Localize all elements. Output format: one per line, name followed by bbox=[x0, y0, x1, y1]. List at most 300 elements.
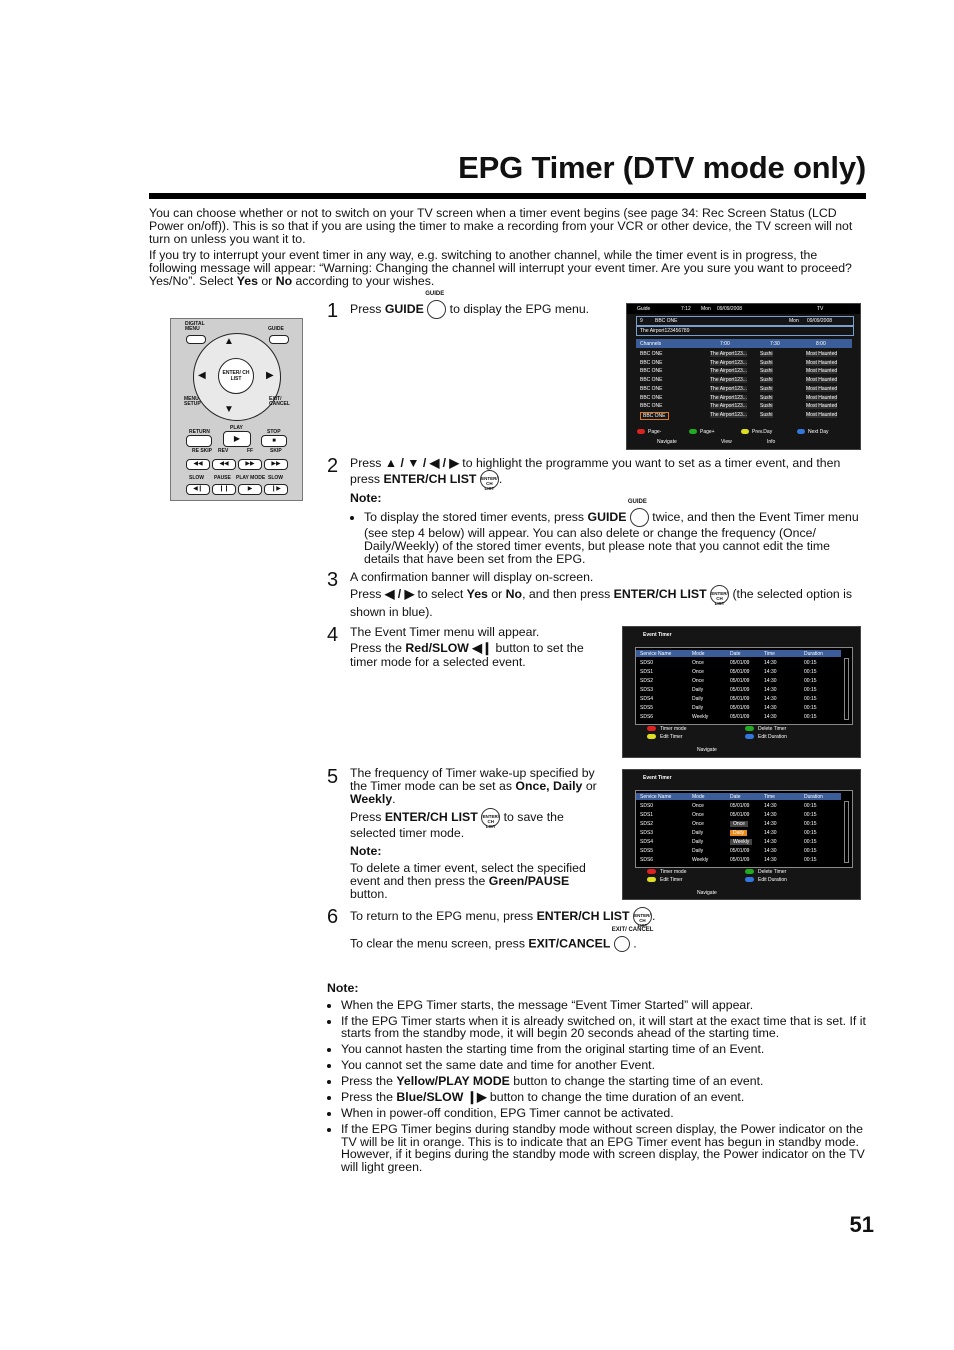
guide-button-icon bbox=[425, 291, 446, 319]
note-text: button to change the starting time of an event. bbox=[509, 1074, 764, 1088]
title-rule bbox=[149, 193, 866, 199]
yellow-button-icon bbox=[741, 429, 749, 434]
epg-channel-date: 09/09/2008 bbox=[807, 318, 833, 324]
red-button-icon bbox=[647, 869, 656, 874]
note-item bbox=[341, 1091, 867, 1104]
scrollbar bbox=[844, 801, 849, 863]
epg-cell: Most Haunted bbox=[806, 385, 838, 392]
timer-cell: 00:15 bbox=[804, 660, 817, 666]
timer-cell: SDS4 bbox=[640, 696, 654, 702]
step-1-number: 1 bbox=[327, 300, 339, 322]
note-item: • When in power-off condition, EPG Timer cannot be activated. bbox=[341, 1107, 867, 1120]
epg-top-time: 7:12 bbox=[681, 306, 691, 312]
epg-cell: Sushi bbox=[760, 351, 773, 357]
step-1-text bbox=[350, 291, 615, 319]
timer-cell: 14:30 bbox=[764, 678, 777, 684]
epg-head-700: 7:00 bbox=[720, 341, 730, 347]
blue-button-icon bbox=[797, 429, 805, 434]
timer-cell: 05/01/09 bbox=[730, 848, 750, 854]
timer-legend-label: Edit Duration bbox=[758, 734, 787, 740]
timer-cell: 14:30 bbox=[764, 660, 777, 666]
event-timer-screenshot-1 bbox=[622, 626, 861, 758]
yes-label: Yes bbox=[466, 586, 488, 601]
step-text: Press bbox=[350, 586, 385, 601]
timer-legend-label: Edit Timer bbox=[660, 877, 683, 883]
step-4-number: 4 bbox=[327, 624, 339, 646]
epg-legend-prev-day: Prev.Day bbox=[752, 429, 773, 435]
step-2-note bbox=[350, 499, 862, 566]
timer-legend-label: Edit Timer bbox=[660, 734, 683, 740]
epg-top-date: 09/09/2008 bbox=[717, 306, 743, 312]
timer-cell: Daily bbox=[692, 830, 704, 836]
timer-cell: 00:15 bbox=[804, 669, 817, 675]
step-text: Press bbox=[350, 456, 385, 470]
timer-row bbox=[636, 687, 841, 694]
note-text: To delete a timer event, select the specified event and then press the bbox=[350, 861, 586, 888]
timer-cell: 05/01/09 bbox=[730, 705, 750, 711]
epg-channel-name: BBC ONE bbox=[655, 318, 678, 324]
epg-nav-info: Info bbox=[767, 439, 776, 445]
epg-legend-next-day: Next Day bbox=[808, 429, 829, 435]
timer-cell: Daily bbox=[692, 687, 704, 693]
enter-icon-label: ENTER/ CH LIST bbox=[481, 476, 498, 491]
epg-head-730: 7:30 bbox=[770, 341, 780, 347]
timer-cell: SDS1 bbox=[640, 669, 654, 675]
return-label: RETURN bbox=[189, 429, 210, 435]
step-text: . bbox=[498, 471, 503, 486]
timer-cell: 05/01/09 bbox=[730, 803, 750, 809]
epg-cell: Most Haunted bbox=[806, 368, 838, 375]
note-item: • You cannot hasten the starting time from the original starting time of an Event. bbox=[341, 1043, 867, 1056]
play-icon: ▶ bbox=[223, 431, 251, 447]
epg-cell: Most Haunted bbox=[806, 394, 838, 401]
timer-row bbox=[636, 821, 841, 828]
timer-head-cell: Mode bbox=[692, 794, 705, 800]
timer-head-cell: Duration bbox=[804, 651, 823, 657]
timer-cell: 00:15 bbox=[804, 830, 817, 836]
re-skip-icon: ◀◀ bbox=[186, 459, 210, 470]
epg-cell: Most Haunted bbox=[806, 403, 838, 410]
timer-header bbox=[636, 650, 841, 657]
epg-cell: Sushi bbox=[760, 403, 773, 410]
epg-cell: BBC ONE bbox=[640, 412, 669, 420]
red-button-icon bbox=[637, 429, 645, 434]
epg-cell: BBC ONE bbox=[640, 368, 663, 375]
timer-cell: 05/01/09 bbox=[730, 660, 750, 666]
guide-button-icon bbox=[627, 499, 649, 527]
step-3-number: 3 bbox=[327, 569, 339, 591]
epg-grid-header bbox=[636, 339, 852, 348]
green-button-icon bbox=[745, 726, 754, 731]
exit-button-icon bbox=[611, 927, 654, 952]
timer-head-cell: Service Name bbox=[640, 794, 672, 800]
timer-cell: Once bbox=[692, 669, 704, 675]
note-item: • If the EPG Timer begins during standby mode without screen display, the Power indicator on the TV will be lit in orange. This is to indicate that an EPG Timer event has begun in standby mode. However, if it begins during the standby mode with screen display, the Power indicator on the TV will light green. bbox=[341, 1123, 867, 1173]
epg-channel-bar bbox=[636, 316, 854, 326]
timer-cell: SDS3 bbox=[640, 830, 654, 836]
timer-header bbox=[636, 793, 841, 800]
timer-cell: 00:15 bbox=[804, 696, 817, 702]
timer-cell: SDS0 bbox=[640, 803, 654, 809]
timer-cell: 00:15 bbox=[804, 848, 817, 854]
intro-text: according to your wishes. bbox=[292, 274, 435, 288]
epg-top-day: Mon bbox=[701, 306, 711, 312]
step-text: The frequency of Timer wake-up specified by the Timer mode can be set as bbox=[350, 766, 595, 793]
epg-grid-row bbox=[636, 412, 852, 419]
epg-nav-view: View bbox=[721, 439, 732, 445]
timer-cell: 14:30 bbox=[764, 714, 777, 720]
timer-cell: 00:15 bbox=[804, 857, 817, 863]
guide-label: GUIDE bbox=[268, 326, 284, 332]
timer-row bbox=[636, 696, 841, 703]
step-text: The Event Timer menu will appear. bbox=[350, 625, 540, 639]
step-text: . bbox=[629, 936, 637, 951]
red-button-icon bbox=[647, 726, 656, 731]
timer-cell: Once bbox=[692, 660, 704, 666]
timer-panel bbox=[635, 790, 853, 868]
timer-cell: SDS6 bbox=[640, 714, 654, 720]
timer-row bbox=[636, 857, 841, 864]
timer-cell: 00:15 bbox=[804, 714, 817, 720]
timer-cell: Daily bbox=[692, 696, 704, 702]
timer-row bbox=[636, 714, 841, 721]
epg-cell: Sushi bbox=[760, 394, 773, 401]
step-5-number: 5 bbox=[327, 766, 339, 788]
step-text: To clear the menu screen, press bbox=[350, 936, 529, 951]
timer-head-cell: Time bbox=[764, 651, 775, 657]
epg-cell: The Airport123... bbox=[710, 368, 747, 375]
timer-legend-label: Delete Timer bbox=[758, 869, 787, 875]
blue-button-icon bbox=[745, 877, 754, 882]
timer-cell: 05/01/09 bbox=[730, 812, 750, 818]
note-text: Press the bbox=[341, 1090, 397, 1104]
skip-icon: ▶▶ bbox=[264, 459, 288, 470]
timer-nav: Navigate bbox=[697, 890, 717, 896]
epg-cell: The Airport123... bbox=[710, 403, 747, 410]
epg-nav-navigate: Navigate bbox=[657, 439, 677, 445]
step-text: Press the bbox=[350, 641, 406, 655]
enter-icon-label: ENTER/ CH LIST bbox=[482, 814, 499, 829]
epg-cell: Most Haunted bbox=[806, 351, 838, 357]
epg-cell: Most Haunted bbox=[806, 411, 838, 418]
enter-keyword: ENTER/CH LIST bbox=[384, 809, 478, 824]
epg-grid-row bbox=[636, 403, 852, 410]
timer-cell: 00:15 bbox=[804, 803, 817, 809]
scrollbar bbox=[844, 658, 849, 720]
note-item: • When the EPG Timer starts, the message “Event Timer Started” will appear. bbox=[341, 999, 867, 1012]
timer-legend bbox=[647, 869, 847, 885]
timer-title: Event Timer bbox=[643, 775, 672, 781]
slow-forward-icon: ❙▶ bbox=[264, 484, 288, 495]
intro-paragraph-2 bbox=[149, 249, 866, 288]
note-text: button to change the time duration of an event. bbox=[486, 1090, 745, 1104]
no-label: No bbox=[505, 586, 523, 601]
timer-row bbox=[636, 669, 841, 676]
enter-button-icon bbox=[481, 808, 500, 827]
step-text: or bbox=[487, 586, 506, 601]
no-label: No bbox=[275, 274, 293, 288]
epg-guide-screenshot bbox=[626, 303, 861, 450]
timer-cell: 14:30 bbox=[764, 848, 777, 854]
green-button-icon bbox=[689, 429, 697, 434]
notes-label: Note: bbox=[327, 981, 359, 995]
epg-top-guide: Guide bbox=[637, 306, 651, 312]
enter-key: ENTER/ CH LIST bbox=[218, 358, 254, 394]
page-number: 51 bbox=[849, 1212, 874, 1237]
blue-slow-keyword: Blue/SLOW ❙▶ bbox=[396, 1090, 487, 1104]
timer-row bbox=[636, 803, 841, 810]
pause-label: PAUSE bbox=[214, 475, 231, 481]
re-skip-label: RE SKIP bbox=[192, 448, 213, 454]
timer-cell: SDS2 bbox=[640, 678, 654, 684]
step-text: button to set the timer mode for a selected event. bbox=[350, 641, 584, 669]
step-text: , and then press bbox=[522, 586, 614, 601]
slow-label: SLOW bbox=[189, 475, 204, 481]
timer-cell: 14:30 bbox=[764, 830, 777, 836]
note-item: • If the EPG Timer starts when it is already switched on, it will start at the exact time that is set. If it starts from the standby mode, it will begin 20 seconds ahead of the starting time. bbox=[341, 1015, 867, 1040]
step-text: (the selected option is shown in blue). bbox=[350, 586, 853, 619]
timer-cell: 05/01/09 bbox=[730, 669, 750, 675]
epg-grid-row bbox=[636, 351, 852, 358]
exit-cancel-label: EXIT/ CANCEL bbox=[269, 396, 290, 407]
event-timer-screenshot-2 bbox=[622, 769, 861, 900]
timer-cell: 00:15 bbox=[804, 687, 817, 693]
timer-row bbox=[636, 705, 841, 712]
timer-head-cell: Time bbox=[764, 794, 775, 800]
play-mode-icon: ▶ bbox=[238, 484, 262, 495]
step-text: Press bbox=[350, 809, 385, 824]
enter-button-icon bbox=[710, 585, 729, 604]
epg-legend-page-plus: Page+ bbox=[700, 429, 715, 435]
enter-icon-label: ENTER/ CH LIST bbox=[634, 913, 651, 928]
epg-cell: BBC ONE bbox=[640, 403, 663, 410]
epg-cell: BBC ONE bbox=[640, 359, 663, 366]
stop-label: STOP bbox=[267, 429, 281, 435]
step-2-text bbox=[350, 456, 864, 489]
timer-cell: Weekly bbox=[730, 839, 752, 845]
step-text: to save the selected timer mode. bbox=[350, 809, 564, 840]
digital-menu-label: DIGITAL MENU bbox=[185, 321, 205, 332]
timer-cell: 05/01/09 bbox=[730, 696, 750, 702]
timer-legend bbox=[647, 726, 847, 742]
epg-channel-num: 9 bbox=[640, 318, 643, 324]
epg-cell: The Airport123... bbox=[710, 385, 747, 392]
timer-cell: 05/01/09 bbox=[730, 678, 750, 684]
timer-cell: Daily bbox=[692, 705, 704, 711]
epg-topbar bbox=[627, 304, 860, 314]
ff-label: FF bbox=[247, 448, 254, 454]
epg-cell: BBC ONE bbox=[640, 377, 663, 384]
yellow-button-icon bbox=[647, 877, 656, 882]
rev-icon: ◀◀ bbox=[212, 459, 236, 470]
timer-cell: 00:15 bbox=[804, 821, 817, 827]
timer-cell: Once bbox=[730, 821, 748, 827]
guide-icon-label: GUIDE bbox=[425, 291, 445, 297]
timer-cell: Daily bbox=[692, 839, 704, 845]
yellow-play-mode-keyword: Yellow/PLAY MODE bbox=[396, 1074, 510, 1088]
timer-cell: 00:15 bbox=[804, 678, 817, 684]
timer-cell: SDS3 bbox=[640, 687, 654, 693]
timer-cell: SDS5 bbox=[640, 705, 654, 711]
timer-cell: SDS1 bbox=[640, 812, 654, 818]
timer-cell: SDS5 bbox=[640, 848, 654, 854]
timer-panel bbox=[635, 647, 853, 725]
step-text: . bbox=[392, 792, 396, 806]
timer-head-cell: Service Name bbox=[640, 651, 672, 657]
enter-keyword: ENTER/CH LIST bbox=[383, 471, 477, 486]
intro-text: If you try to interrupt your event timer in any way, e.g. switching to another channel, while the timer event is in progress, the following message will appear: “Warning: Changing the channel will interrupt your event timer. Are you sure you want to proceed? Yes/No”. Select bbox=[149, 248, 852, 288]
note-item: • You cannot set the same date and time for another Event. bbox=[341, 1059, 867, 1072]
step-text: or bbox=[582, 779, 597, 793]
guide-icon-label: GUIDE bbox=[627, 499, 647, 505]
left-right-arrows-icon: ◀ / ▶ bbox=[384, 586, 415, 601]
timer-cell: 14:30 bbox=[764, 812, 777, 818]
ff-icon: ▶▶ bbox=[238, 459, 262, 470]
timer-cell: 14:30 bbox=[764, 705, 777, 711]
timer-legend-label: Edit Duration bbox=[758, 877, 787, 883]
timer-row bbox=[636, 830, 841, 837]
epg-cell: The Airport123... bbox=[710, 359, 747, 366]
epg-grid-row bbox=[636, 395, 852, 402]
note-text: button. bbox=[350, 887, 388, 901]
arrow-up-icon: ▲ bbox=[224, 336, 234, 347]
enter-keyword: ENTER/CH LIST bbox=[536, 908, 630, 923]
timer-cell: SDS2 bbox=[640, 821, 654, 827]
exit-icon-label: EXIT/ CANCEL bbox=[611, 927, 654, 933]
timer-cell: SDS4 bbox=[640, 839, 654, 845]
step-5-text bbox=[350, 767, 608, 901]
timer-cell: 14:30 bbox=[764, 696, 777, 702]
play-label: PLAY bbox=[230, 425, 243, 431]
timer-cell: 05/01/09 bbox=[730, 714, 750, 720]
arrow-left-icon: ◀ bbox=[198, 370, 206, 381]
timer-legend-label: Delete Timer bbox=[758, 726, 787, 732]
timer-cell: Daily bbox=[730, 830, 747, 836]
guide-keyword: GUIDE bbox=[384, 301, 424, 316]
timer-cell: Weekly bbox=[692, 857, 709, 863]
timer-cell: 05/01/09 bbox=[730, 687, 750, 693]
step-4-text bbox=[350, 625, 600, 669]
play-mode-label: PLAY MODE bbox=[236, 475, 266, 481]
timer-cell: Daily bbox=[692, 848, 704, 854]
epg-cell: Most Haunted bbox=[806, 359, 838, 366]
note-text: To display the stored timer events, press bbox=[364, 509, 588, 524]
epg-cell: The Airport123... bbox=[710, 394, 747, 401]
timer-cell: 14:30 bbox=[764, 839, 777, 845]
epg-cell: Most Haunted bbox=[806, 377, 838, 384]
once-daily-keyword: Once, Daily bbox=[515, 779, 583, 793]
timer-row bbox=[636, 839, 841, 846]
yellow-button-icon bbox=[647, 734, 656, 739]
enter-icon-label: ENTER/ CH LIST bbox=[711, 591, 728, 606]
epg-cell: Sushi bbox=[760, 359, 773, 366]
dpad bbox=[193, 333, 281, 421]
epg-channel-day: Mon bbox=[789, 318, 799, 324]
note-text: twice, and then the Event Timer menu (see step 4 below) will appear. You can also delete or change the frequency (Once/ Daily/Weekly) of the stored timer events, but please note that you cannot edit the time details that have been set from the EPG. bbox=[364, 509, 859, 566]
step-text: to select bbox=[414, 586, 467, 601]
arrow-down-icon: ▼ bbox=[224, 404, 234, 415]
timer-head-cell: Duration bbox=[804, 794, 823, 800]
epg-programme-title: The Airport123456789 bbox=[640, 328, 690, 334]
epg-grid-row bbox=[636, 360, 852, 367]
epg-cell: Sushi bbox=[760, 368, 773, 375]
timer-nav: Navigate bbox=[697, 747, 717, 753]
note-text: Press the bbox=[341, 1074, 397, 1088]
timer-row bbox=[636, 812, 841, 819]
epg-grid-row bbox=[636, 368, 852, 375]
timer-cell: SDS6 bbox=[640, 857, 654, 863]
epg-programme-bar bbox=[636, 326, 854, 336]
timer-cell: 14:30 bbox=[764, 821, 777, 827]
timer-cell: SDS0 bbox=[640, 660, 654, 666]
timer-head-cell: Mode bbox=[692, 651, 705, 657]
timer-cell: 00:15 bbox=[804, 705, 817, 711]
remote-control-illustration bbox=[170, 318, 303, 501]
intro-text: or bbox=[257, 274, 276, 288]
epg-grid-row bbox=[636, 377, 852, 384]
epg-head-800: 8:00 bbox=[816, 341, 826, 347]
green-pause-keyword: Green/PAUSE bbox=[488, 874, 570, 888]
timer-head-cell: Date bbox=[730, 794, 741, 800]
return-key bbox=[186, 435, 212, 447]
intro-paragraph-1: You can choose whether or not to switch on your TV screen when a timer event begins (see page 34: Rec Screen Status (LCD Power on/off)). This is so that if you are using the timer to make a recording from your VCR or other device, the TV screen will not turn on unless you want it to. bbox=[149, 206, 853, 246]
exit-cancel-keyword: EXIT/CANCEL bbox=[528, 936, 611, 951]
arrow-keys-icon: ▲ / ▼ / ◀ / ▶ bbox=[384, 456, 459, 470]
timer-title: Event Timer bbox=[643, 632, 672, 638]
epg-cell: BBC ONE bbox=[640, 394, 663, 401]
timer-cell: 00:15 bbox=[804, 839, 817, 845]
page-title: EPG Timer (DTV mode only) bbox=[458, 150, 866, 185]
stop-icon: ■ bbox=[261, 435, 287, 447]
timer-cell: 14:30 bbox=[764, 803, 777, 809]
arrow-right-icon: ▶ bbox=[266, 370, 274, 381]
timer-cell: Once bbox=[692, 678, 704, 684]
skip-label: SKIP bbox=[270, 448, 282, 454]
epg-legend bbox=[637, 428, 853, 436]
slow-label-2: SLOW bbox=[268, 475, 283, 481]
timer-cell: 05/01/09 bbox=[730, 857, 750, 863]
step-3-text bbox=[350, 569, 864, 620]
notes-section bbox=[327, 982, 867, 1177]
epg-cell: Sushi bbox=[760, 377, 773, 384]
timer-legend-label: Timer mode bbox=[660, 869, 687, 875]
timer-cell: Once bbox=[692, 803, 704, 809]
rev-label: REV bbox=[218, 448, 229, 454]
epg-cell: Sushi bbox=[760, 385, 773, 392]
epg-cell: BBC ONE bbox=[640, 351, 663, 357]
timer-cell: 14:30 bbox=[764, 687, 777, 693]
timer-cell: Once bbox=[692, 812, 704, 818]
step-text: to display the EPG menu. bbox=[449, 301, 590, 316]
pause-icon: ❙❙ bbox=[212, 484, 236, 495]
epg-head-channels: Channels bbox=[640, 341, 662, 347]
timer-legend-label: Timer mode bbox=[660, 726, 687, 732]
step-5-note-label: Note: bbox=[350, 844, 382, 858]
digital-menu-key bbox=[186, 335, 206, 344]
green-button-icon bbox=[745, 869, 754, 874]
step-6-text bbox=[350, 907, 864, 952]
epg-cell: BBC ONE bbox=[640, 385, 663, 392]
timer-cell: Weekly bbox=[692, 714, 709, 720]
step-text: Press bbox=[350, 301, 385, 316]
timer-row bbox=[636, 678, 841, 685]
step-2-note-label: Note: bbox=[350, 491, 382, 505]
epg-top-tv: TV bbox=[817, 306, 824, 312]
timer-cell: Once bbox=[692, 821, 704, 827]
note-item bbox=[341, 1075, 867, 1088]
epg-cell: The Airport123... bbox=[710, 351, 747, 357]
enter-button-icon bbox=[633, 907, 652, 926]
